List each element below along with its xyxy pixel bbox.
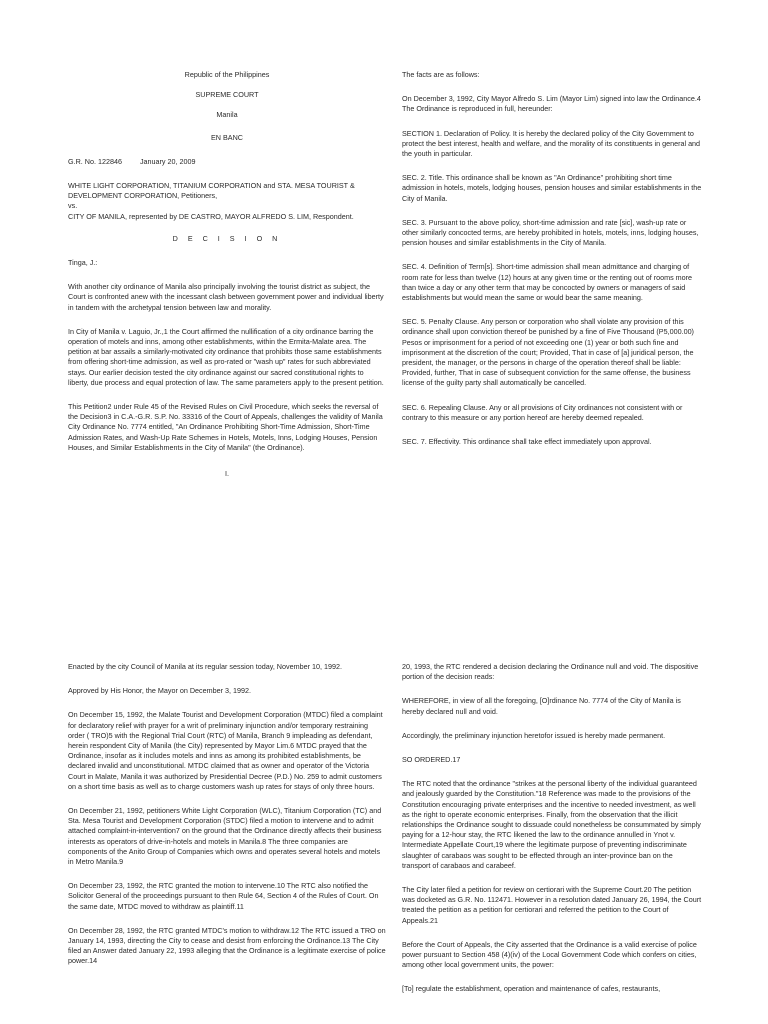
enacted-paragraph: Enacted by the city Council of Manila at its regular session today, November 10, 1992. [68, 662, 342, 671]
gr-number: G.R. No. 122846 [68, 156, 122, 166]
so-ordered: SO ORDERED.17 [402, 755, 461, 765]
section-roman-numeral: I. [225, 469, 229, 479]
case-caption [68, 181, 386, 222]
certiorari-paragraph: The City later filed a petition for review on certiorari with the Supreme Court.20 The petition was docketed as G.R. No. 112471. However in a resolution dated January 26, 1994, the Court treated the petition as a petition for certiorari and referred the petition to the Court of Appeals.21 [402, 885, 702, 925]
case-number-line [68, 157, 386, 167]
motion-granted-paragraph: On December 23, 1992, the RTC granted the motion to intervene.10 The RTC also notified the Solicitor General of the proceedings pursuant to then Rule 64, Section 4 of the Rules of Court. On the same date, MTDC moved to withdraw as plaintiff.11 [68, 881, 379, 911]
ordinance-section-1: SECTION 1. Declaration of Policy. It is hereby the declared policy of the City Government to protect the best interest, health and welfare, and the morality of its constituents in general and the youth in particular. [402, 128, 701, 159]
ordinance-section-3: SEC. 3. Pursuant to the above policy, short-time admission and rate [sic], wash-up rate or other similarly concocted terms, are hereby prohibited in hotels, motels, inns, lodging houses, pension houses and similar establishments in the City of Manila. [402, 217, 699, 248]
header-supreme-court: SUPREME COURT [195, 90, 259, 100]
ordinance-section-6: SEC. 6. Repealing Clause. Any or all provisions of City ordinances not consistent with or contrary to this measure or any portion hereof are hereby deemed repealed. [402, 402, 683, 422]
en-banc-heading: EN BANC [211, 132, 243, 142]
rtc-decision-paragraph: 20, 1993, the RTC rendered a decision declaring the Ordinance null and void. The dispositive portion of the decision reads: [402, 662, 699, 682]
petitioners-text: WHITE LIGHT CORPORATION, TITANIUM CORPORATION and STA. MESA TOURIST & DEVELOPMENT CORPORATION, Petitioners, [68, 181, 355, 201]
ordinance-section-4: SEC. 4. Definition of Term[s]. Short-time admission shall mean admittance and charging of room rate for less than twelve (12) hours at any given time or the renting out of rooms more than twice a day or any other term that may be concocted by owners or managers of said establishments but would mean the same or would bear the same meaning. [402, 262, 693, 303]
facts-intro: The facts are as follows: [402, 70, 480, 79]
paragraph-intro: With another city ordinance of Manila also principally involving the tourist district as subject, the Court is confronted anew with the incessant clash between government power and individual liberty in tandem with the archetypal tension between law and morality. [68, 282, 384, 312]
ordinance-section-7: SEC. 7. Effectivity. This ordinance shall take effect immediately upon approval. [402, 437, 652, 447]
approved-paragraph: Approved by His Honor, the Mayor on December 3, 1992. [68, 686, 251, 696]
court-of-appeals-paragraph: Before the Court of Appeals, the City asserted that the Ordinance is a valid exercise of police power pursuant to Section 458 (4)(iv) of the Local Government Code which confers on cities, among other local government units, the power: [402, 939, 697, 970]
page-2-left-column [68, 662, 386, 981]
page-1-right-column [402, 70, 702, 461]
paragraph-petition: This Petition2 under Rule 45 of the Revised Rules on Civil Procedure, which seeks the reversal of the Decision3 in C.A.-G.R. S.P. No. 33316 of the Court of Appeals, challenges the validity of Manila City Ordinance No. 7774 entitled, "An Ordinance Prohibiting Short-Time Admission, Short-Time Admission Rates, and Wash-Up Rate Schemes in Hotels, Motels, Inns, Lodging Houses, Pension Houses, and Similar Establishments in the City of Manila" (the Ordinance). [68, 402, 383, 452]
withdraw-paragraph: On December 28, 1992, the RTC granted MTDC's motion to withdraw.12 The RTC issued a TRO on January 14, 1993, directing the City to cease and desist from enforcing the Ordinance.13 The City filed an Answer dated January 22, 1993 alleging that the Ordinance is a legitimate exercise of police power.14 [68, 925, 386, 966]
facts-paragraph: On December 3, 1992, City Mayor Alfredo S. Lim (Mayor Lim) signed into law the Ordinance.4 The Ordinance is reproduced in full, hereunder: [402, 94, 701, 114]
header-republic: Republic of the Philippines [184, 70, 270, 79]
wherefore-paragraph: WHEREFORE, in view of all the foregoing, [O]rdinance No. 7774 of the City of Manila is hereby declared null and void. [402, 696, 681, 716]
decision-title: D E C I S I O N [172, 233, 282, 243]
page-2-right-column [402, 662, 702, 1009]
page-2 [0, 648, 768, 1024]
page-1-left-column [68, 70, 386, 489]
intervention-paragraph: On December 21, 1992, petitioners White Light Corporation (WLC), Titanium Corporation (TC) and Sta. Mesa Tourist and Development Corporation (STDC) filed a motion to intervene and to admit attached complaint-in-intervention7 on the ground that the Ordinance directly affects their business interests as operators of drive-in-hotels and motels in Manila.8 The three companies are components of the Anito Group of Companies which owns and operates several hotels and motels in Metro Manila.9 [68, 806, 382, 867]
ordinance-section-2: SEC. 2. Title. This ordinance shall be known as "An Ordinance" prohibiting short time admission in hotels, motels, lodging houses, pension houses and similar establishments in the City of Manila. [402, 173, 702, 203]
header-manila: Manila [216, 110, 238, 120]
rtc-noted-paragraph: The RTC noted that the ordinance "strikes at the personal liberty of the individual guaranteed and jealously guarded by the Constitution."18 Reference was made to the provisions of the Constitution encouraging private enterprises and the incentive to needed investment, as well as the right to operate economic enterprises. Finally, from the observation that the illicit relationships the Ordinance sought to dissuade could nonetheless be consummated by simply paying for a 12-hour stay, the RTC likened the law to the ordinance annulled in Ynot v. Intermediate Appellate Court,19 where the legitimate purpose of preventing indiscriminate slaughter of carabaos was sought to be effected through an inter-province ban on the transport of carabaos and carabeef. [402, 779, 701, 870]
regulate-paragraph: [To] regulate the establishment, operation and maintenance of cafes, restaurants, [402, 984, 661, 994]
versus-text: vs. [68, 201, 78, 211]
paragraph-laguio: In City of Manila v. Laguio, Jr.,1 the Court affirmed the nullification of a city ordinance barring the operation of motels and inns, among other establishments, within the Ermita-Malate area. The petition at bar assails a similarly-motivated city ordinance that prohibits those same establishments from offering short-time admission, as well as pro-rated or "wash up" rates for such abbreviated stays. Our earlier decision tested the city ordinance against our sacred constitutional rights to liberty, due process and equal protection of law. The same parameters apply to the present petition. [68, 326, 384, 387]
respondent-text: CITY OF MANILA, represented by DE CASTRO, MAYOR ALFREDO S. LIM, Respondent. [68, 211, 354, 221]
decision-date: January 20, 2009 [139, 156, 196, 166]
ordinance-section-5: SEC. 5. Penalty Clause. Any person or corporation who shall violate any provision of this ordinance shall upon conviction thereof be punished by a fine of Five Thousand (P5,000.00) Pesos or imprisonment for a period of not exceeding one (1) year or both such fine and imprisonment at the discretion of the court; Provided, That in case of [a] juridical person, the president, the manager, or the persons in charge of the operation thereof shall be liable: Provided, further, That in case of subsequent conviction for the same offense, the business license of the guilty party shall automatically be cancelled. [402, 317, 694, 388]
ponente: Tinga, J.: [68, 258, 98, 268]
injunction-paragraph: Accordingly, the preliminary injunction heretofor issued is hereby made permanent. [402, 730, 666, 740]
mtdc-complaint-paragraph: On December 15, 1992, the Malate Tourist and Development Corporation (MTDC) filed a complaint for declaratory relief with prayer for a writ of preliminary injunction and/or temporary restraining order ( TRO)5 with the Regional Trial Court (RTC) of Manila, Branch 9 impleading as defendant, herein respondent City of Manila (the City) represented by Mayor Lim.6 MTDC prayed that the Ordinance, insofar as it includes motels and inns as among its prohibited establishments, be declared invalid and unconstitutional. MTDC claimed that as owner and operator of the Victoria Court in Malate, Manila it was authorized by Presidential Decree (P.D.) No. 259 to admit customers on a short time basis as well as to charge customers wash up rates for stays of only three hours. [68, 710, 383, 791]
